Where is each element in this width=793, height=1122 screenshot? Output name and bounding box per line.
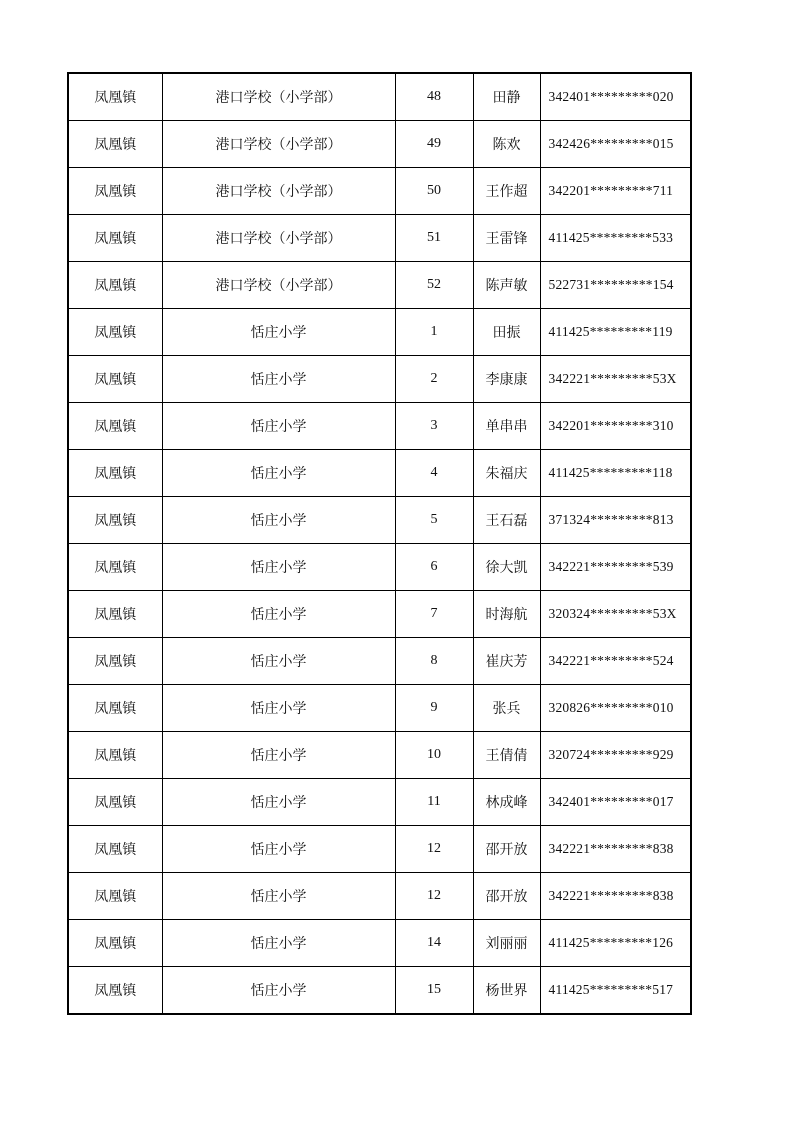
seq-number-cell: 15 xyxy=(395,967,473,1015)
town-cell: 凤凰镇 xyxy=(68,356,162,403)
roster-body xyxy=(68,73,691,1014)
person-name-cell: 张兵 xyxy=(473,685,540,732)
seq-number-cell: 12 xyxy=(395,826,473,873)
town-cell: 凤凰镇 xyxy=(68,920,162,967)
table-row xyxy=(68,450,691,497)
seq-number-cell: 4 xyxy=(395,450,473,497)
seq-number-cell: 12 xyxy=(395,873,473,920)
town-cell: 凤凰镇 xyxy=(68,873,162,920)
person-name-cell: 林成峰 xyxy=(473,779,540,826)
table-row xyxy=(68,920,691,967)
id-number-cell: 342426*********015 xyxy=(540,121,691,168)
town-cell: 凤凰镇 xyxy=(68,779,162,826)
person-name-cell: 李康康 xyxy=(473,356,540,403)
id-number-cell: 342221*********838 xyxy=(540,873,691,920)
town-cell: 凤凰镇 xyxy=(68,544,162,591)
person-name-cell: 杨世界 xyxy=(473,967,540,1015)
seq-number-cell: 49 xyxy=(395,121,473,168)
table-row xyxy=(68,215,691,262)
seq-number-cell: 50 xyxy=(395,168,473,215)
id-number-cell: 411425*********118 xyxy=(540,450,691,497)
school-cell: 恬庄小学 xyxy=(162,591,395,638)
seq-number-cell: 3 xyxy=(395,403,473,450)
person-name-cell: 王作超 xyxy=(473,168,540,215)
person-name-cell: 王石磊 xyxy=(473,497,540,544)
id-number-cell: 411425*********119 xyxy=(540,309,691,356)
table-row xyxy=(68,497,691,544)
id-number-cell: 522731*********154 xyxy=(540,262,691,309)
school-cell: 港口学校（小学部） xyxy=(162,73,395,121)
table-row xyxy=(68,967,691,1015)
school-cell: 港口学校（小学部） xyxy=(162,215,395,262)
town-cell: 凤凰镇 xyxy=(68,967,162,1015)
school-cell: 港口学校（小学部） xyxy=(162,262,395,309)
id-number-cell: 342401*********020 xyxy=(540,73,691,121)
seq-number-cell: 9 xyxy=(395,685,473,732)
seq-number-cell: 48 xyxy=(395,73,473,121)
town-cell: 凤凰镇 xyxy=(68,215,162,262)
id-number-cell: 342201*********711 xyxy=(540,168,691,215)
school-cell: 恬庄小学 xyxy=(162,356,395,403)
town-cell: 凤凰镇 xyxy=(68,732,162,779)
town-cell: 凤凰镇 xyxy=(68,497,162,544)
town-cell: 凤凰镇 xyxy=(68,826,162,873)
seq-number-cell: 11 xyxy=(395,779,473,826)
school-cell: 恬庄小学 xyxy=(162,779,395,826)
town-cell: 凤凰镇 xyxy=(68,403,162,450)
id-number-cell: 342221*********53X xyxy=(540,356,691,403)
table-row xyxy=(68,826,691,873)
seq-number-cell: 8 xyxy=(395,638,473,685)
table-row xyxy=(68,591,691,638)
person-name-cell: 邵开放 xyxy=(473,826,540,873)
town-cell: 凤凰镇 xyxy=(68,121,162,168)
person-name-cell: 刘丽丽 xyxy=(473,920,540,967)
town-cell: 凤凰镇 xyxy=(68,638,162,685)
school-cell: 恬庄小学 xyxy=(162,873,395,920)
person-name-cell: 时海航 xyxy=(473,591,540,638)
seq-number-cell: 2 xyxy=(395,356,473,403)
school-cell: 恬庄小学 xyxy=(162,732,395,779)
school-cell: 恬庄小学 xyxy=(162,450,395,497)
person-name-cell: 邵开放 xyxy=(473,873,540,920)
table-row xyxy=(68,356,691,403)
id-number-cell: 320324*********53X xyxy=(540,591,691,638)
id-number-cell: 342221*********539 xyxy=(540,544,691,591)
seq-number-cell: 6 xyxy=(395,544,473,591)
school-cell: 港口学校（小学部） xyxy=(162,121,395,168)
person-name-cell: 王倩倩 xyxy=(473,732,540,779)
seq-number-cell: 51 xyxy=(395,215,473,262)
person-name-cell: 朱福庆 xyxy=(473,450,540,497)
seq-number-cell: 52 xyxy=(395,262,473,309)
id-number-cell: 342401*********017 xyxy=(540,779,691,826)
id-number-cell: 320826*********010 xyxy=(540,685,691,732)
table-row xyxy=(68,121,691,168)
town-cell: 凤凰镇 xyxy=(68,591,162,638)
table-row xyxy=(68,685,691,732)
id-number-cell: 342221*********524 xyxy=(540,638,691,685)
person-name-cell: 陈声敏 xyxy=(473,262,540,309)
person-name-cell: 单串串 xyxy=(473,403,540,450)
table-row xyxy=(68,779,691,826)
person-name-cell: 王雷锋 xyxy=(473,215,540,262)
school-cell: 恬庄小学 xyxy=(162,920,395,967)
school-cell: 港口学校（小学部） xyxy=(162,168,395,215)
person-name-cell: 崔庆芳 xyxy=(473,638,540,685)
table-row xyxy=(68,732,691,779)
seq-number-cell: 5 xyxy=(395,497,473,544)
table-row xyxy=(68,262,691,309)
town-cell: 凤凰镇 xyxy=(68,685,162,732)
id-number-cell: 411425*********517 xyxy=(540,967,691,1015)
seq-number-cell: 10 xyxy=(395,732,473,779)
school-cell: 恬庄小学 xyxy=(162,497,395,544)
school-cell: 恬庄小学 xyxy=(162,403,395,450)
town-cell: 凤凰镇 xyxy=(68,73,162,121)
person-name-cell: 田静 xyxy=(473,73,540,121)
table-row xyxy=(68,544,691,591)
table-row xyxy=(68,873,691,920)
seq-number-cell: 7 xyxy=(395,591,473,638)
seq-number-cell: 14 xyxy=(395,920,473,967)
table-row xyxy=(68,168,691,215)
school-cell: 恬庄小学 xyxy=(162,685,395,732)
town-cell: 凤凰镇 xyxy=(68,450,162,497)
town-cell: 凤凰镇 xyxy=(68,262,162,309)
person-name-cell: 陈欢 xyxy=(473,121,540,168)
town-cell: 凤凰镇 xyxy=(68,309,162,356)
person-name-cell: 田振 xyxy=(473,309,540,356)
school-cell: 恬庄小学 xyxy=(162,826,395,873)
table-row xyxy=(68,403,691,450)
id-number-cell: 320724*********929 xyxy=(540,732,691,779)
id-number-cell: 411425*********126 xyxy=(540,920,691,967)
school-cell: 恬庄小学 xyxy=(162,309,395,356)
town-cell: 凤凰镇 xyxy=(68,168,162,215)
school-cell: 恬庄小学 xyxy=(162,544,395,591)
table-row xyxy=(68,309,691,356)
table-row xyxy=(68,638,691,685)
roster-table xyxy=(67,72,692,1015)
school-cell: 恬庄小学 xyxy=(162,638,395,685)
id-number-cell: 371324*********813 xyxy=(540,497,691,544)
id-number-cell: 411425*********533 xyxy=(540,215,691,262)
table-row xyxy=(68,73,691,121)
school-cell: 恬庄小学 xyxy=(162,967,395,1015)
id-number-cell: 342201*********310 xyxy=(540,403,691,450)
id-number-cell: 342221*********838 xyxy=(540,826,691,873)
person-name-cell: 徐大凯 xyxy=(473,544,540,591)
seq-number-cell: 1 xyxy=(395,309,473,356)
